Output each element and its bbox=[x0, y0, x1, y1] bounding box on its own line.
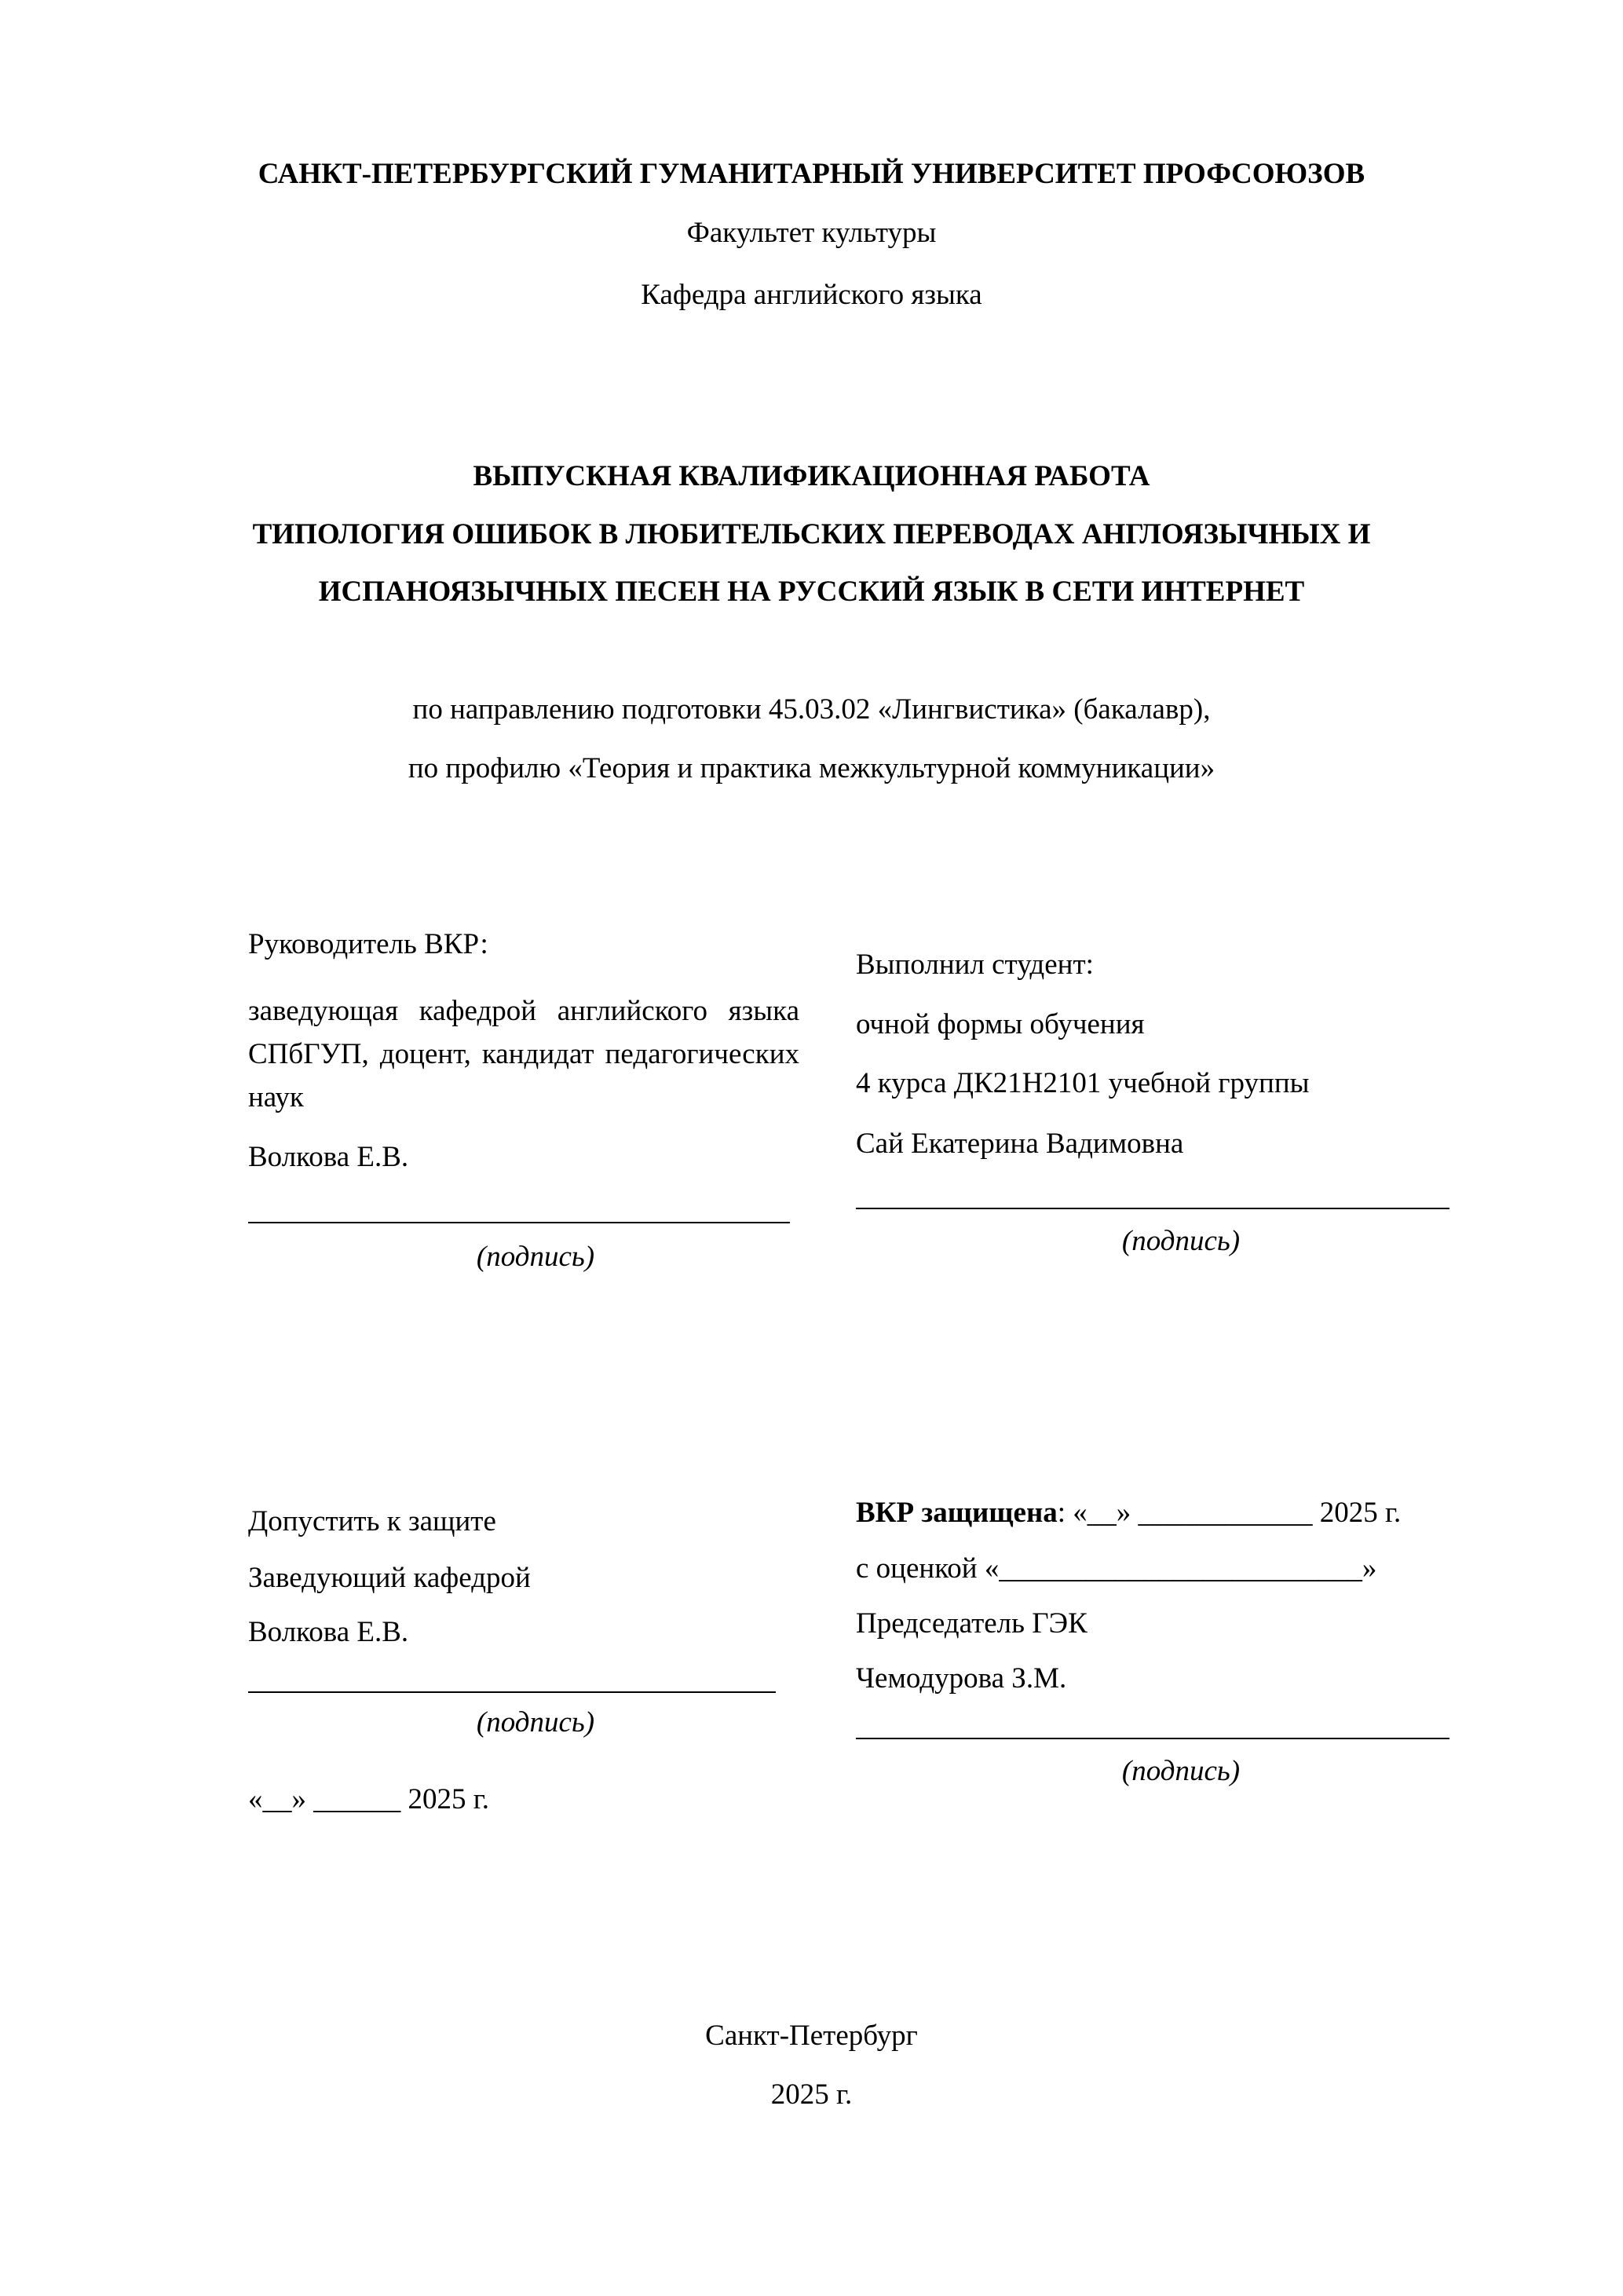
study-direction: по направлению подготовки 45.03.02 «Лингвистика» (бакалавр), bbox=[412, 693, 1211, 726]
student-label: Выполнил студент: bbox=[856, 949, 1094, 981]
supervisor-label: Руководитель ВКР: bbox=[248, 928, 488, 960]
admission-name: Волкова Е.В. bbox=[248, 1616, 409, 1648]
university-name: САНКТ-ПЕТЕРБУРГСКИЙ ГУМАНИТАРНЫЙ УНИВЕРСИТЕТ ПРОФСОЮЗОВ bbox=[258, 158, 1365, 190]
admission-role: Заведующий кафедрой bbox=[248, 1562, 531, 1594]
department-name: Кафедра английского языка bbox=[641, 279, 982, 311]
defense-label: ВКР защищена bbox=[856, 1497, 1058, 1529]
student-name: Сай Екатерина Вадимовна bbox=[856, 1128, 1184, 1160]
supervisor-name: Волкова Е.В. bbox=[248, 1141, 409, 1173]
admission-date: «__» ______ 2025 г. bbox=[248, 1783, 490, 1815]
supervisor-position: заведующая кафедрой английского языка СПбГУП, доцент, кандидат педагогических наук bbox=[248, 995, 799, 1113]
commission-chair-role: Председатель ГЭК bbox=[856, 1607, 1087, 1640]
student-study-form: очной формы обучения bbox=[856, 1008, 1145, 1040]
footer-city: Санкт-Петербург bbox=[705, 2020, 918, 2052]
commission-chair-name: Чемодурова З.М. bbox=[856, 1662, 1067, 1695]
defense-date: : «__» ____________ 2025 г. bbox=[1057, 1497, 1402, 1529]
study-profile: по профилю «Теория и практика межкультурной коммуникации» bbox=[408, 752, 1215, 784]
admission-signature-line bbox=[248, 1691, 776, 1693]
defense-grade: с оценкой «_________________________» bbox=[856, 1552, 1377, 1585]
student-signature-caption: (подпись) bbox=[1121, 1225, 1241, 1257]
chair-signature-line bbox=[856, 1738, 1449, 1739]
thesis-title-line-1: ТИПОЛОГИЯ ОШИБОК В ЛЮБИТЕЛЬСКИХ ПЕРЕВОДАХ АНГЛОЯЗЫЧНЫХ И bbox=[252, 518, 1371, 550]
student-group: 4 курса ДК21Н2101 учебной группы bbox=[856, 1067, 1310, 1099]
admission-signature-caption: (подпись) bbox=[476, 1706, 595, 1738]
student-signature-line bbox=[856, 1208, 1449, 1209]
defense-result bbox=[856, 1496, 1401, 1530]
chair-signature-caption: (подпись) bbox=[1121, 1755, 1241, 1787]
supervisor-signature-line bbox=[248, 1222, 790, 1223]
footer-year: 2025 г. bbox=[770, 2078, 853, 2111]
thesis-title-line-2: ИСПАНОЯЗЫЧНЫХ ПЕСЕН НА РУССКИЙ ЯЗЫК В СЕТИ ИНТЕРНЕТ bbox=[318, 576, 1305, 608]
work-type: ВЫПУСКНАЯ КВАЛИФИКАЦИОННАЯ РАБОТА bbox=[473, 460, 1150, 492]
supervisor-signature-caption: (подпись) bbox=[476, 1241, 595, 1273]
admission-label: Допустить к защите bbox=[248, 1505, 496, 1537]
faculty-name: Факультет культуры bbox=[686, 217, 937, 249]
